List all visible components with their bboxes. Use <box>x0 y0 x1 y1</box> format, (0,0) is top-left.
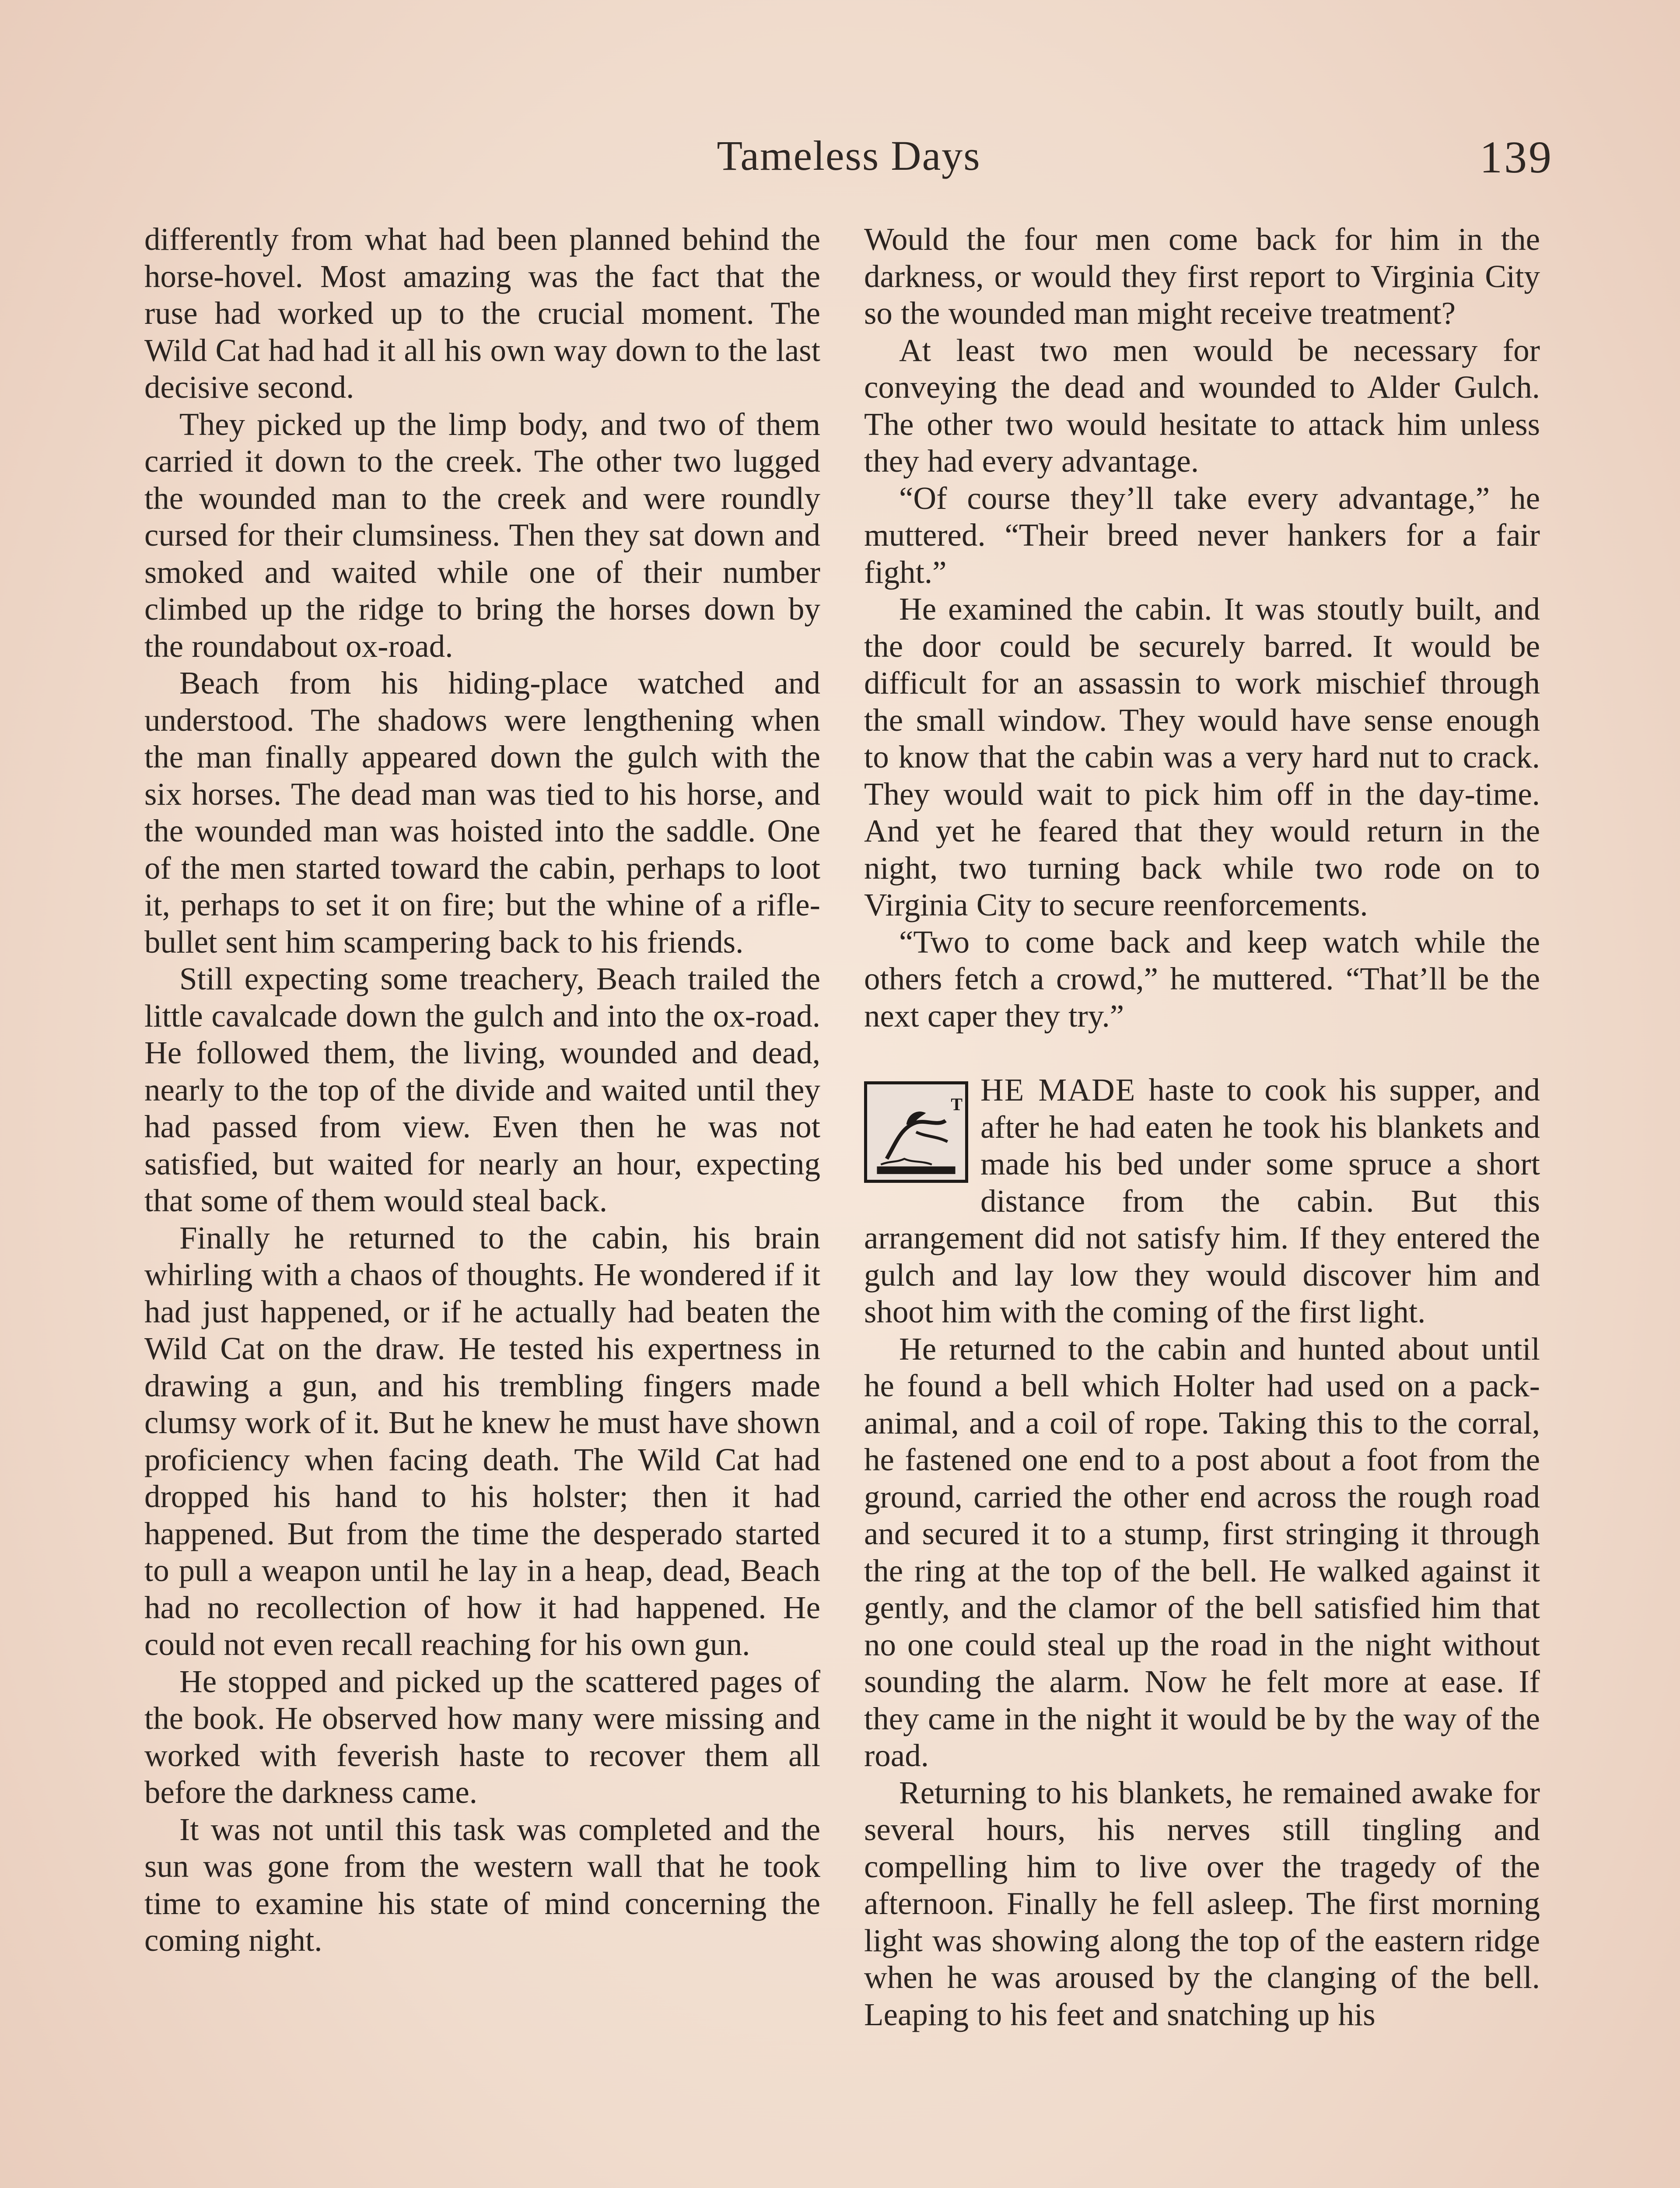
right-column <box>864 221 1540 2033</box>
page-number: 139 <box>1480 132 1553 182</box>
paragraph: Would the four men come back for him in the darkness, or would they first report to Virginia City so the wounded man might receive treatment? <box>864 221 1540 331</box>
paragraph: Finally he returned to the cabin, his brain whirling with a chaos of thoughts. He wondered if it had just happened, or if he actually had beaten the Wild Cat on the draw. He tested his expertness in drawing a gun, and his trembling fingers made clumsy work of it. But he knew he must have shown proficiency when facing death. The Wild Cat had dropped his hand to his holster; then it had happened. But from the time the desperado started to pull a weapon until he lay in a heap, dead, Beach had no recollection of how it had happened. He could not even recall reaching for his own gun. <box>144 1220 820 1662</box>
paragraph: At least two men would be necessary for conveying the dead and wounded to Alder Gulch. The other two would hesitate to attack him unless they had every advantage. <box>864 332 1540 479</box>
paragraph-text: haste to cook his supper, and after he had eaten he took his blankets and made his bed under some spruce a short distance from the cabin. But this arrangement did not satisfy him. If they entered the gulch and lay low they would discover him and shoot him with the coming of the first light. <box>864 1072 1540 1329</box>
running-title: Tameless Days <box>717 132 981 179</box>
paragraph: It was not until this task was completed and the sun was gone from the western wall that he took time to examine his state of mind concerning the coming night. <box>144 1811 820 1958</box>
paragraph: He examined the cabin. It was stoutly built, and the door could be securely barred. It would be difficult for an assassin to work mischief through the small window. They would have sense enough to know that the cabin was a very hard nut to crack. They would wait to pick him off in the day-time. And yet he feared that they would return in the night, two turning back while two rode on to Virginia City to secure reenforcements. <box>864 591 1540 922</box>
lead-in-caps: HE MADE <box>980 1072 1136 1108</box>
drop-cap-letter: T <box>951 1094 962 1114</box>
paragraph: Still expecting some treachery, Beach trailed the little cavalcade down the gulch and into the ox-road. He followed them, the living, wounded and dead, nearly to the top of the divide and waited until they had passed from view. Even then he was not satisfied, but waited for nearly an hour, expecting that some of them would steal back. <box>144 961 820 1218</box>
running-head <box>144 131 1553 193</box>
left-column <box>144 221 820 1959</box>
paragraph: They picked up the limp body, and two of them carried it down to the creek. The other two lugged the wounded man to the creek and were roundly cursed for their clumsiness. Then they sat down and smoked and waited while one of their number climbed up the ridge to bring the horses down by the roundabout ox-road. <box>144 406 820 664</box>
paragraph: Beach from his hiding-place watched and understood. The shadows were lengthening when the man finally appeared down the gulch with the six horses. The dead man was tied to his horse, and the wounded man was hoisted into the saddle. One of the men started toward the cabin, perhaps to loot it, perhaps to set it on fire; but the whine of a rifle-bullet sent him scampering back to his friends. <box>144 665 820 960</box>
paragraph: He stopped and picked up the scattered pages of the book. He observed how many were missing and worked with feverish haste to recover them all before the darkness came. <box>144 1663 820 1810</box>
paragraph: He returned to the cabin and hunted about until he found a bell which Holter had used on a pack-animal, and a coil of rope. Taking this to the corral, he fastened one end to a post about a foot from the ground, carried the other end across the rough road and secured it to a stump, first stringing it through the ring at the top of the bell. He walked against it gently, and the clamor of the bell satisfied him that no one could steal up the road in the night without sounding the alarm. Now he felt more at ease. If they came in the night it would be by the way of the road. <box>864 1331 1540 1773</box>
paragraph: “Two to come back and keep watch while the others fetch a crowd,” he muttered. “That’ll be the next caper they try.” <box>864 924 1540 1034</box>
paragraph: Returning to his blankets, he remained awake for several hours, his nerves still tingling and compelling him to live over the tragedy of the afternoon. Finally he fell asleep. The first morning light was showing along the top of the eastern ridge when he was aroused by the clanging of the bell. Leaping to his feet and snatching up his <box>864 1774 1540 2032</box>
section-opening <box>864 1072 1540 1331</box>
paragraph: differently from what had been planned behind the horse-hovel. Most amazing was the fact that the ruse had worked up to the crucial moment. The Wild Cat had had it all his own way down to the last decisive second. <box>144 221 820 405</box>
drop-cap <box>864 1081 968 1183</box>
paragraph: “Of course they’ll take every advantage,” he muttered. “Their breed never hankers for a fair fight.” <box>864 480 1540 590</box>
section-break <box>864 1034 1540 1072</box>
